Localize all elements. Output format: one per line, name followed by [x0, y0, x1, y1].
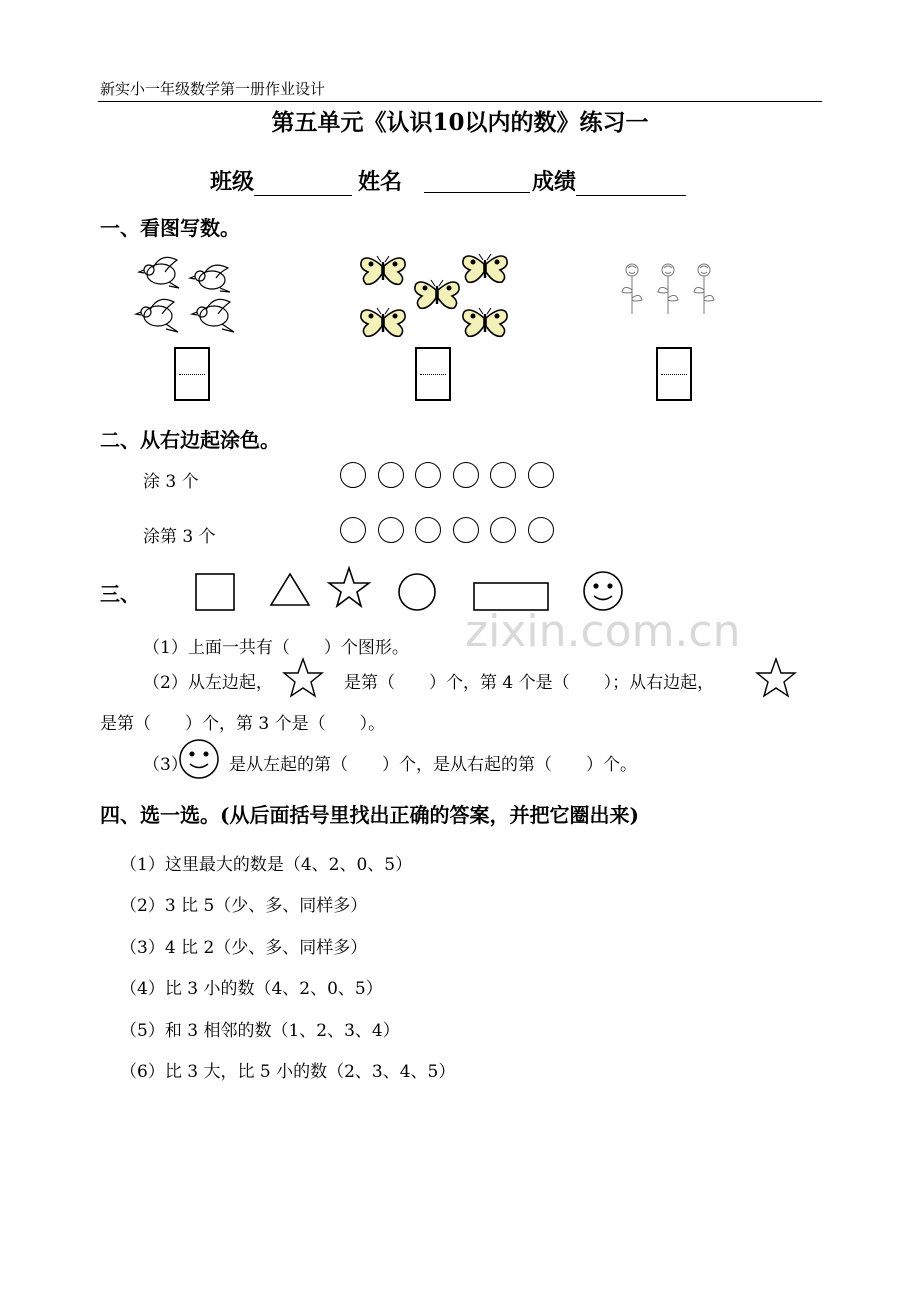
square-icon — [196, 574, 234, 610]
star-icon — [284, 658, 324, 698]
choice-question: （2）3 比 5（少、多、同样多） — [120, 896, 368, 917]
triangle-icon — [271, 574, 309, 605]
s3-question3-part2: 是从左起的第（ ）个，是从右起的第（ ）个。 — [229, 755, 637, 775]
star-icon — [757, 658, 797, 698]
smiley-icon — [584, 572, 622, 610]
color-circle[interactable] — [340, 462, 366, 488]
answer-box-roses[interactable] — [656, 347, 692, 401]
color-circle[interactable] — [453, 462, 479, 488]
butterflies-picture — [356, 250, 516, 340]
color-circle[interactable] — [415, 517, 441, 543]
bird-icon — [192, 299, 234, 332]
rose-icon — [694, 264, 714, 314]
color-circle[interactable] — [378, 517, 404, 543]
score-label: 成绩 — [532, 169, 577, 195]
section2-heading: 二、从右边起涂色。 — [100, 428, 280, 452]
header-rule — [98, 101, 822, 102]
s3-question2-part2: 是第（ ）个，第 4 个是（ ）；从右边起， — [344, 673, 715, 693]
choice-question: （6）比 3 大，比 5 小的数（2、3、4、5） — [120, 1062, 456, 1082]
answer-box-butterflies[interactable] — [415, 347, 451, 401]
bird-icon — [139, 257, 179, 288]
watermark: zixin.com.cn — [465, 606, 741, 657]
butterfly-icon — [463, 308, 507, 336]
choice-question: （3）4 比 2（少、多、同样多） — [120, 937, 368, 958]
color-circle[interactable] — [453, 517, 479, 543]
score-blank[interactable] — [576, 171, 686, 196]
name-label: 姓名 — [358, 169, 403, 195]
star-icon — [329, 568, 369, 606]
rose-icon — [622, 264, 642, 314]
page-header: 新实小一年级数学第一册作业设计 — [100, 80, 326, 98]
color-row1-label: 涂 3 个 — [143, 472, 199, 492]
section1-heading: 一、看图写数。 — [100, 216, 240, 240]
rose-icon — [658, 264, 678, 314]
s3-question1: （1）上面一共有（ ）个图形。 — [143, 638, 409, 658]
section4-heading: 四、选一选。(从后面括号里找出正确的答案，并把它圈出来) — [100, 803, 639, 827]
name-blank[interactable] — [424, 168, 530, 193]
class-label: 班级 — [210, 169, 255, 195]
page-title: 第五单元《认识10以内的数》练习一 — [271, 109, 649, 136]
butterfly-icon — [361, 256, 405, 284]
color-circle[interactable] — [415, 462, 441, 488]
answer-box-birds[interactable] — [174, 347, 210, 401]
butterfly-icon — [361, 308, 405, 336]
circle-icon — [399, 574, 435, 610]
choice-question: （1）这里最大的数是（4、2、0、5） — [120, 855, 413, 875]
class-field — [210, 165, 352, 196]
roses-picture — [616, 262, 726, 332]
choice-question: （4）比 3 小的数（4、2、0、5） — [120, 979, 383, 1000]
butterfly-icon — [463, 254, 507, 282]
s3-question2-part3: 是第（ ）个，第 3 个是（ ）。 — [100, 714, 386, 734]
color-circle[interactable] — [378, 462, 404, 488]
s3-question2-part1: （2）从左边起， — [143, 673, 273, 693]
bird-icon — [136, 299, 178, 332]
score-field — [532, 165, 686, 196]
bird-icon — [190, 265, 230, 292]
class-blank[interactable] — [254, 171, 352, 196]
s3-question3-part1: （3） — [143, 755, 188, 775]
birds-picture — [134, 250, 244, 340]
name-field — [358, 165, 402, 196]
color-circle[interactable] — [490, 462, 516, 488]
smiley-icon — [179, 738, 221, 780]
color-circle[interactable] — [528, 517, 554, 543]
color-circle[interactable] — [490, 517, 516, 543]
color-row2-label: 涂第 3 个 — [143, 527, 216, 547]
color-circle[interactable] — [340, 517, 366, 543]
section3-heading: 三、 — [100, 582, 140, 606]
choice-question: （5）和 3 相邻的数（1、2、3、4） — [120, 1020, 400, 1041]
butterfly-icon — [415, 280, 459, 308]
color-circle[interactable] — [528, 462, 554, 488]
